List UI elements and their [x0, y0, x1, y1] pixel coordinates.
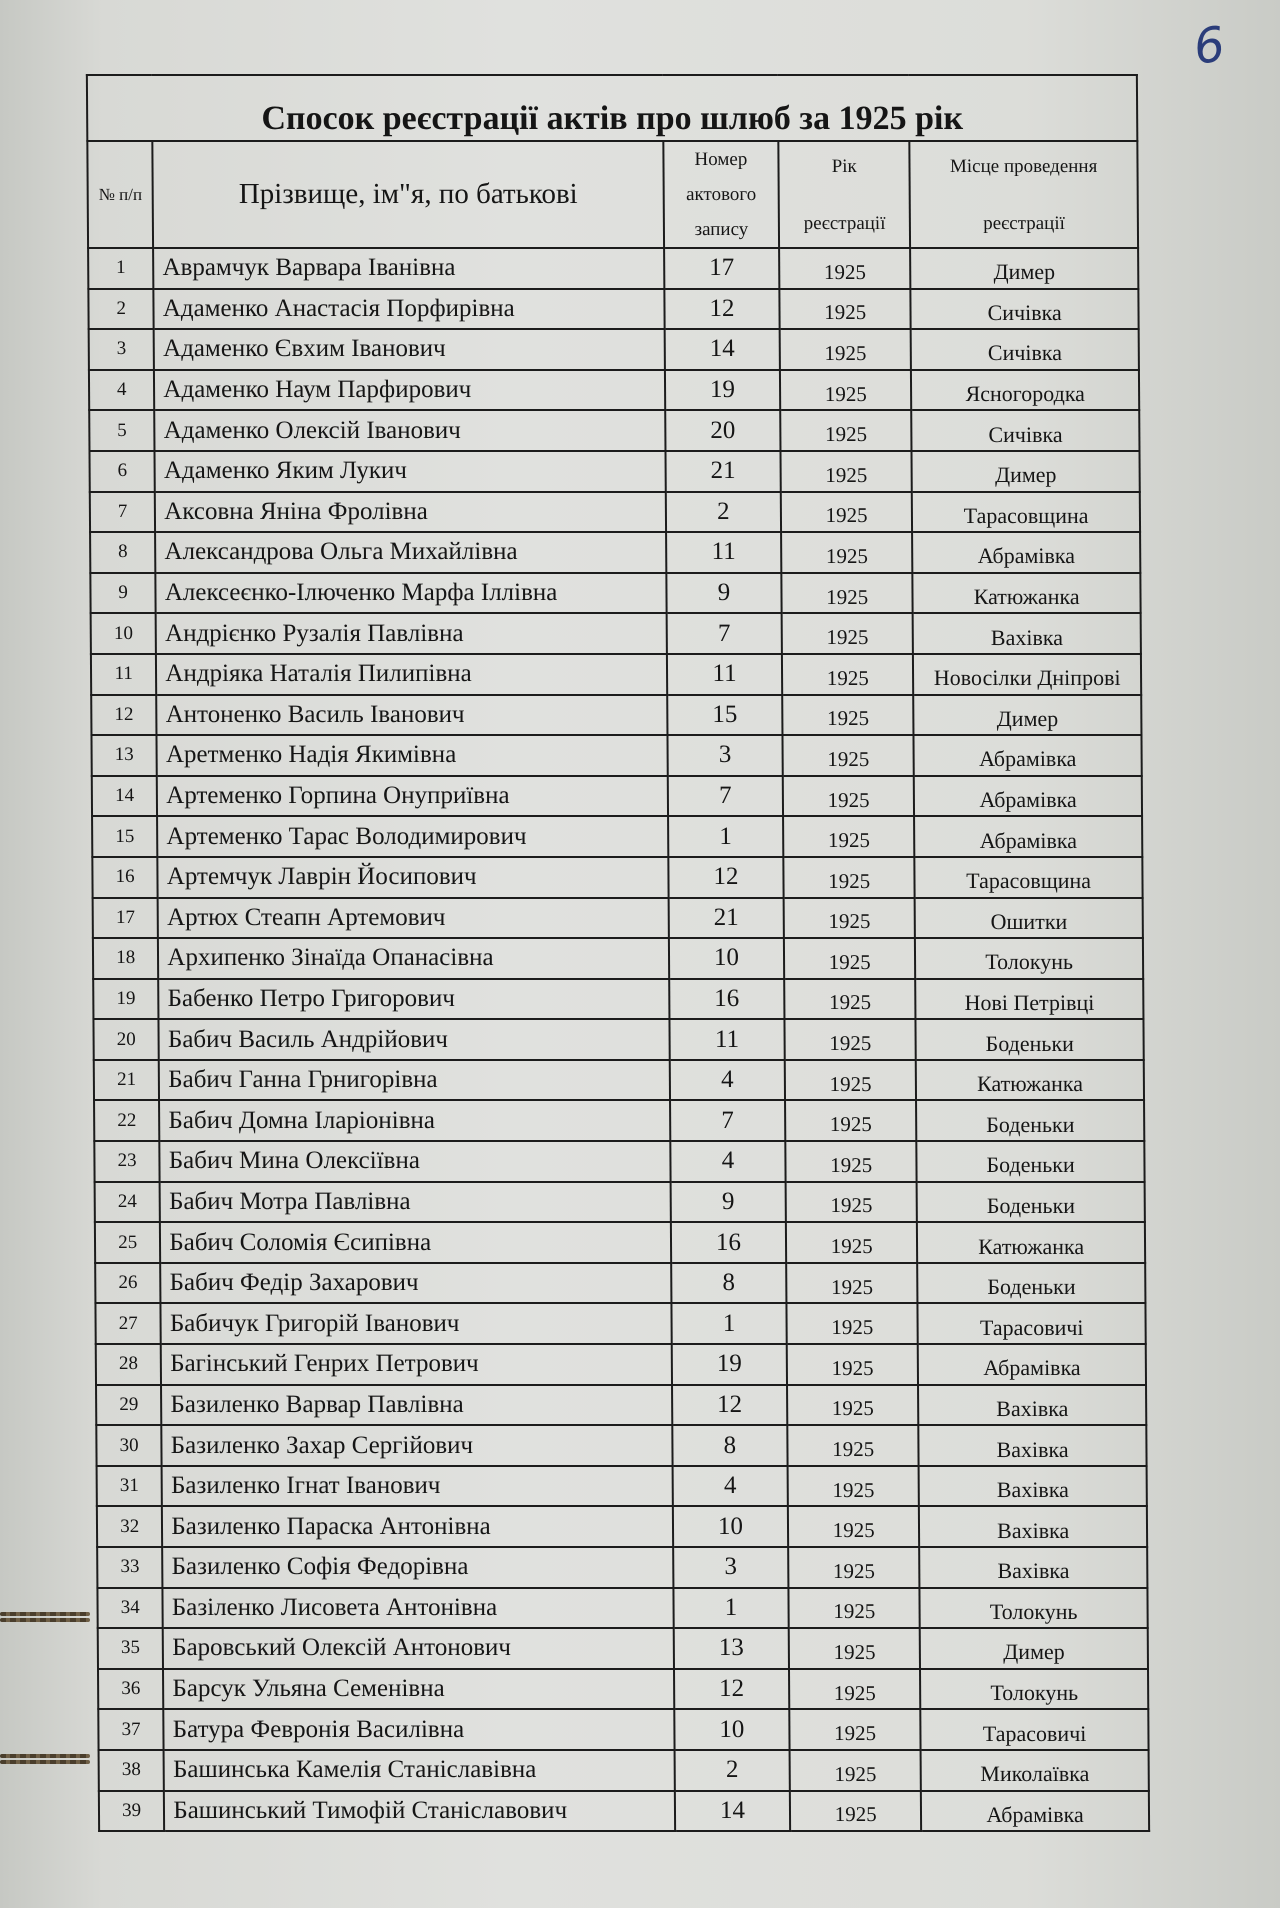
- registration-place-cell: Нові Петрівці: [915, 979, 1143, 1020]
- row-number-cell: 10: [91, 613, 157, 654]
- table-row: [93, 1019, 1143, 1060]
- record-number-cell: 13: [673, 1628, 789, 1669]
- record-number-cell: 3: [673, 1547, 789, 1588]
- row-number-cell: 4: [89, 370, 155, 411]
- table-row: [91, 654, 1141, 695]
- record-number-cell: 11: [667, 654, 783, 695]
- record-number-cell: 4: [672, 1466, 788, 1507]
- record-number-cell: 4: [670, 1141, 786, 1182]
- column-header-record-line: актового: [686, 184, 757, 205]
- registration-place-cell: Абрамівка: [914, 816, 1142, 857]
- person-name-cell: Аврамчук Варвара Іванівна: [153, 248, 664, 289]
- person-name-cell: Базиленко Софія Федорівна: [162, 1547, 673, 1588]
- registration-year-cell: 1925: [780, 329, 911, 370]
- registration-place-cell: Тарасовщина: [912, 492, 1140, 533]
- registration-place-cell: Новосілки Дніпрові: [913, 654, 1141, 695]
- person-name-cell: Бабич Мина Олексіївна: [160, 1141, 671, 1182]
- table-row: [97, 1588, 1147, 1629]
- person-name-cell: Бабич Федір Захарович: [160, 1263, 671, 1304]
- table-row: [97, 1547, 1147, 1588]
- table-row: [88, 289, 1138, 330]
- binding-thread: [0, 1752, 90, 1764]
- person-name-cell: Батура Февронія Василівна: [164, 1709, 675, 1750]
- registration-place-cell: Абрамівка: [914, 776, 1142, 817]
- row-number-cell: 22: [94, 1100, 160, 1141]
- table-row: [89, 410, 1139, 451]
- person-name-cell: Баровський Олексій Антонович: [163, 1628, 674, 1669]
- person-name-cell: Артюх Стеапн Артемович: [158, 898, 669, 939]
- record-number-cell: 12: [668, 857, 784, 898]
- table-row: [89, 370, 1139, 411]
- table-row: [90, 492, 1140, 533]
- column-header-year: [778, 141, 910, 248]
- marriage-register-table: [86, 74, 1150, 1832]
- row-number-cell: 8: [90, 532, 156, 573]
- registration-year-cell: 1925: [789, 1628, 920, 1669]
- table-row: [94, 1060, 1144, 1101]
- person-name-cell: Артеменко Тарас Володимирович: [157, 816, 668, 857]
- person-name-cell: Базиленко Параска Антонівна: [162, 1506, 673, 1547]
- table-row: [88, 248, 1138, 289]
- table-row: [92, 857, 1142, 898]
- column-header-record: [663, 141, 779, 248]
- registration-year-cell: 1925: [788, 1506, 919, 1547]
- person-name-cell: Алексеєнко-Ілюченко Марфа Іллівна: [156, 573, 667, 614]
- table-row: [91, 613, 1141, 654]
- table-row: [92, 776, 1142, 817]
- person-name-cell: Бабич Соломія Єсипівна: [160, 1222, 671, 1263]
- person-name-cell: Бабич Ганна Грнигорівна: [159, 1060, 670, 1101]
- registration-place-cell: Абрамівка: [918, 1344, 1146, 1385]
- registration-place-cell: Толокунь: [915, 938, 1143, 979]
- row-number-cell: 6: [89, 451, 155, 492]
- registration-year-cell: 1925: [783, 857, 914, 898]
- record-number-cell: 2: [666, 492, 782, 533]
- registration-year-cell: 1925: [790, 1791, 921, 1832]
- person-name-cell: Бабенко Петро Григорович: [158, 979, 669, 1020]
- table-row: [94, 1141, 1144, 1182]
- registration-year-cell: 1925: [786, 1263, 917, 1304]
- registration-place-cell: Абрамівка: [914, 735, 1142, 776]
- row-number-cell: 1: [88, 248, 154, 289]
- person-name-cell: Андрієнко Рузалія Павлівна: [156, 613, 667, 654]
- record-number-cell: 10: [669, 938, 785, 979]
- table-row: [96, 1425, 1146, 1466]
- registration-year-cell: 1925: [783, 816, 914, 857]
- record-number-cell: 11: [669, 1019, 785, 1060]
- registration-place-cell: Толокунь: [920, 1588, 1148, 1629]
- registration-year-cell: 1925: [787, 1385, 918, 1426]
- row-number-cell: 13: [91, 735, 157, 776]
- table-row: [96, 1344, 1146, 1385]
- registration-place-cell: Сичівка: [911, 289, 1139, 330]
- person-name-cell: Александрова Ольга Михайлівна: [155, 532, 666, 573]
- record-number-cell: 1: [668, 816, 784, 857]
- person-name-cell: Бабич Василь Андрійович: [159, 1019, 670, 1060]
- column-header-name: Прізвище, ім"я, по батькові: [153, 141, 664, 248]
- record-number-cell: 7: [670, 1100, 786, 1141]
- document-title: Спосок реєстрації актів про шлюб за 1925 рік: [87, 75, 1137, 141]
- record-number-cell: 14: [675, 1791, 791, 1832]
- record-number-cell: 9: [666, 573, 782, 614]
- row-number-cell: 17: [93, 898, 159, 939]
- person-name-cell: Башинська Камелія Станіславівна: [164, 1750, 675, 1791]
- table-row: [98, 1628, 1148, 1669]
- row-number-cell: 9: [90, 573, 156, 614]
- row-number-cell: 33: [97, 1547, 163, 1588]
- row-number-cell: 23: [94, 1141, 160, 1182]
- record-number-cell: 12: [674, 1669, 790, 1710]
- registration-year-cell: 1925: [784, 979, 915, 1020]
- table-row: [93, 898, 1143, 939]
- record-number-cell: 19: [671, 1344, 787, 1385]
- person-name-cell: Архипенко Зінаїда Опанасівна: [158, 938, 669, 979]
- registration-place-cell: Миколаївка: [921, 1750, 1149, 1791]
- registration-year-cell: 1925: [781, 573, 912, 614]
- record-number-cell: 15: [667, 695, 783, 736]
- registration-year-cell: 1925: [788, 1466, 919, 1507]
- table-row: [89, 451, 1139, 492]
- header-row: [87, 141, 1138, 248]
- person-name-cell: Адаменко Євхим Іванович: [154, 329, 665, 370]
- column-header-place: [910, 141, 1139, 248]
- table-body: [88, 248, 1149, 1831]
- person-name-cell: Базиленко Ігнат Іванович: [162, 1466, 673, 1507]
- record-number-cell: 12: [664, 289, 780, 330]
- person-name-cell: Артемчук Лаврін Йосипович: [158, 857, 669, 898]
- registration-year-cell: 1925: [779, 248, 910, 289]
- table-row: [95, 1182, 1145, 1223]
- row-number-cell: 36: [98, 1669, 164, 1710]
- column-header-year-line: реєстрації: [803, 212, 886, 234]
- registration-place-cell: Боденьки: [916, 1100, 1144, 1141]
- person-name-cell: Башинський Тимофій Станіславович: [164, 1791, 675, 1832]
- binding-thread: [0, 1610, 90, 1622]
- table-row: [89, 329, 1139, 370]
- registration-place-cell: Вахівка: [918, 1385, 1146, 1426]
- record-number-cell: 1: [673, 1588, 789, 1629]
- row-number-cell: 29: [96, 1385, 162, 1426]
- row-number-cell: 31: [97, 1466, 163, 1507]
- table-row: [92, 816, 1142, 857]
- registration-year-cell: 1925: [780, 410, 911, 451]
- row-number-cell: 30: [96, 1425, 162, 1466]
- record-number-cell: 4: [669, 1060, 785, 1101]
- row-number-cell: 32: [97, 1506, 163, 1547]
- person-name-cell: Артеменко Горпина Онуприївна: [157, 776, 668, 817]
- registration-place-cell: Вахівка: [913, 613, 1141, 654]
- table-row: [90, 573, 1140, 614]
- row-number-cell: 12: [91, 695, 157, 736]
- registration-place-cell: Абрамівка: [921, 1791, 1149, 1832]
- registration-place-cell: Боденьки: [917, 1182, 1145, 1223]
- registration-year-cell: 1925: [789, 1709, 920, 1750]
- table-row: [93, 938, 1143, 979]
- registration-year-cell: 1925: [780, 370, 911, 411]
- record-number-cell: 2: [674, 1750, 790, 1791]
- record-number-cell: 8: [671, 1263, 787, 1304]
- row-number-cell: 21: [94, 1060, 160, 1101]
- registration-year-cell: 1925: [788, 1547, 919, 1588]
- registration-year-cell: 1925: [785, 1060, 916, 1101]
- person-name-cell: Барсук Ульяна Семенівна: [163, 1669, 674, 1710]
- record-number-cell: 21: [665, 451, 781, 492]
- record-number-cell: 1: [671, 1303, 787, 1344]
- row-number-cell: 5: [89, 410, 155, 451]
- registration-year-cell: 1925: [782, 613, 913, 654]
- registration-place-cell: Боденьки: [917, 1141, 1145, 1182]
- registration-year-cell: 1925: [790, 1750, 921, 1791]
- registration-year-cell: 1925: [789, 1669, 920, 1710]
- registration-year-cell: 1925: [786, 1182, 917, 1223]
- row-number-cell: 34: [97, 1588, 163, 1629]
- table-row: [99, 1750, 1149, 1791]
- registration-year-cell: 1925: [782, 695, 913, 736]
- registration-place-cell: Тарасовичі: [921, 1709, 1149, 1750]
- table-row: [91, 695, 1141, 736]
- registration-place-cell: Димер: [920, 1628, 1148, 1669]
- person-name-cell: Антоненко Василь Іванович: [157, 695, 668, 736]
- record-number-cell: 9: [670, 1182, 786, 1223]
- record-number-cell: 16: [669, 979, 785, 1020]
- person-name-cell: Адаменко Наум Парфирович: [154, 370, 665, 411]
- row-number-cell: 27: [95, 1303, 161, 1344]
- registration-year-cell: 1925: [786, 1222, 917, 1263]
- registration-year-cell: 1925: [783, 735, 914, 776]
- table-row: [96, 1385, 1146, 1426]
- registration-place-cell: Димер: [910, 248, 1138, 289]
- record-number-cell: 21: [668, 898, 784, 939]
- registration-place-cell: Абрамівка: [912, 532, 1140, 573]
- person-name-cell: Аретменко Надія Якимівна: [157, 735, 668, 776]
- row-number-cell: 2: [88, 289, 154, 330]
- row-number-cell: 28: [96, 1344, 162, 1385]
- column-header-year-line: Рік: [831, 155, 857, 177]
- registration-place-cell: Вахівка: [919, 1506, 1147, 1547]
- handwritten-page-number: 6: [1190, 16, 1229, 76]
- registration-year-cell: 1925: [785, 1019, 916, 1060]
- registration-place-cell: Тарасовщина: [915, 857, 1143, 898]
- record-number-cell: 7: [666, 613, 782, 654]
- registration-place-cell: Сичівка: [911, 410, 1139, 451]
- registration-place-cell: Тарасовичі: [918, 1303, 1146, 1344]
- column-header-record-line: Номер: [694, 149, 748, 170]
- person-name-cell: Багінський Генрих Петрович: [161, 1344, 672, 1385]
- registration-year-cell: 1925: [785, 1141, 916, 1182]
- registration-year-cell: 1925: [787, 1344, 918, 1385]
- record-number-cell: 7: [668, 776, 784, 817]
- registration-place-cell: Катюжанка: [913, 573, 1141, 614]
- person-name-cell: Аксовна Яніна Фролівна: [155, 492, 666, 533]
- row-number-cell: 3: [89, 329, 155, 370]
- registration-place-cell: Димер: [913, 695, 1141, 736]
- registration-year-cell: 1925: [780, 289, 911, 330]
- row-number-cell: 35: [98, 1628, 164, 1669]
- row-number-cell: 26: [95, 1263, 161, 1304]
- registration-year-cell: 1925: [784, 898, 915, 939]
- person-name-cell: Базіленко Лисовета Антонівна: [163, 1588, 674, 1629]
- record-number-cell: 10: [674, 1709, 790, 1750]
- record-number-cell: 14: [664, 329, 780, 370]
- column-header-place-line: реєстрації: [983, 212, 1065, 234]
- person-name-cell: Адаменко Анастасія Порфирівна: [154, 289, 665, 330]
- table-row: [95, 1222, 1145, 1263]
- row-number-cell: 7: [90, 492, 156, 533]
- record-number-cell: 8: [672, 1425, 788, 1466]
- registration-place-cell: Боденьки: [917, 1263, 1145, 1304]
- table-row: [93, 979, 1143, 1020]
- table-row: [98, 1709, 1148, 1750]
- column-header-place-line: Місце проведення: [949, 155, 1098, 177]
- registration-year-cell: 1925: [781, 451, 912, 492]
- record-number-cell: 17: [664, 248, 780, 289]
- row-number-cell: 14: [92, 776, 158, 817]
- registration-place-cell: Ошитки: [915, 898, 1143, 939]
- registration-place-cell: Катюжанка: [917, 1222, 1145, 1263]
- registration-place-cell: Боденьки: [916, 1019, 1144, 1060]
- registration-place-cell: Димер: [912, 451, 1140, 492]
- registration-year-cell: 1925: [781, 492, 912, 533]
- table-row: [97, 1466, 1147, 1507]
- row-number-cell: 18: [93, 938, 159, 979]
- column-header-number: № п/п: [87, 141, 153, 248]
- person-name-cell: Андріяка Наталія Пилипівна: [156, 654, 667, 695]
- table-row: [94, 1100, 1144, 1141]
- row-number-cell: 11: [91, 654, 157, 695]
- registration-year-cell: 1925: [789, 1588, 920, 1629]
- table-row: [95, 1303, 1145, 1344]
- column-header-record-line: запису: [694, 219, 749, 240]
- row-number-cell: 37: [98, 1709, 164, 1750]
- person-name-cell: Адаменко Яким Лукич: [155, 451, 666, 492]
- registration-place-cell: Вахівка: [919, 1425, 1147, 1466]
- row-number-cell: 16: [92, 857, 158, 898]
- registration-place-cell: Вахівка: [919, 1547, 1147, 1588]
- row-number-cell: 38: [99, 1750, 165, 1791]
- row-number-cell: 20: [93, 1019, 159, 1060]
- row-number-cell: 19: [93, 979, 159, 1020]
- registration-year-cell: 1925: [783, 776, 914, 817]
- row-number-cell: 24: [95, 1182, 161, 1223]
- record-number-cell: 3: [667, 735, 783, 776]
- person-name-cell: Адаменко Олексій Іванович: [155, 410, 666, 451]
- person-name-cell: Базиленко Захар Сергійович: [162, 1425, 673, 1466]
- row-number-cell: 39: [99, 1791, 165, 1832]
- registration-year-cell: 1925: [784, 938, 915, 979]
- registration-place-cell: Вахівка: [919, 1466, 1147, 1507]
- registration-year-cell: 1925: [782, 654, 913, 695]
- person-name-cell: Бабич Домна Іларіонівна: [159, 1100, 670, 1141]
- registration-place-cell: Катюжанка: [916, 1060, 1144, 1101]
- registration-place-cell: Ясногородка: [911, 370, 1139, 411]
- table-row: [97, 1506, 1147, 1547]
- person-name-cell: Бабичук Григорій Іванович: [161, 1303, 672, 1344]
- record-number-cell: 19: [665, 370, 781, 411]
- table-row: [90, 532, 1140, 573]
- record-number-cell: 16: [671, 1222, 787, 1263]
- row-number-cell: 25: [95, 1222, 161, 1263]
- registration-year-cell: 1925: [787, 1425, 918, 1466]
- registration-place-cell: Толокунь: [920, 1669, 1148, 1710]
- person-name-cell: Базиленко Варвар Павлівна: [161, 1385, 672, 1426]
- table-row: [95, 1263, 1145, 1304]
- record-number-cell: 12: [672, 1385, 788, 1426]
- registration-year-cell: 1925: [787, 1303, 918, 1344]
- record-number-cell: 20: [665, 410, 781, 451]
- row-number-cell: 15: [92, 816, 158, 857]
- record-number-cell: 11: [666, 532, 782, 573]
- person-name-cell: Бабич Мотра Павлівна: [160, 1182, 671, 1223]
- table-row: [91, 735, 1141, 776]
- table-row: [99, 1791, 1149, 1832]
- table-row: [98, 1669, 1148, 1710]
- registration-year-cell: 1925: [785, 1100, 916, 1141]
- record-number-cell: 10: [673, 1506, 789, 1547]
- registration-place-cell: Сичівка: [911, 329, 1139, 370]
- registration-year-cell: 1925: [781, 532, 912, 573]
